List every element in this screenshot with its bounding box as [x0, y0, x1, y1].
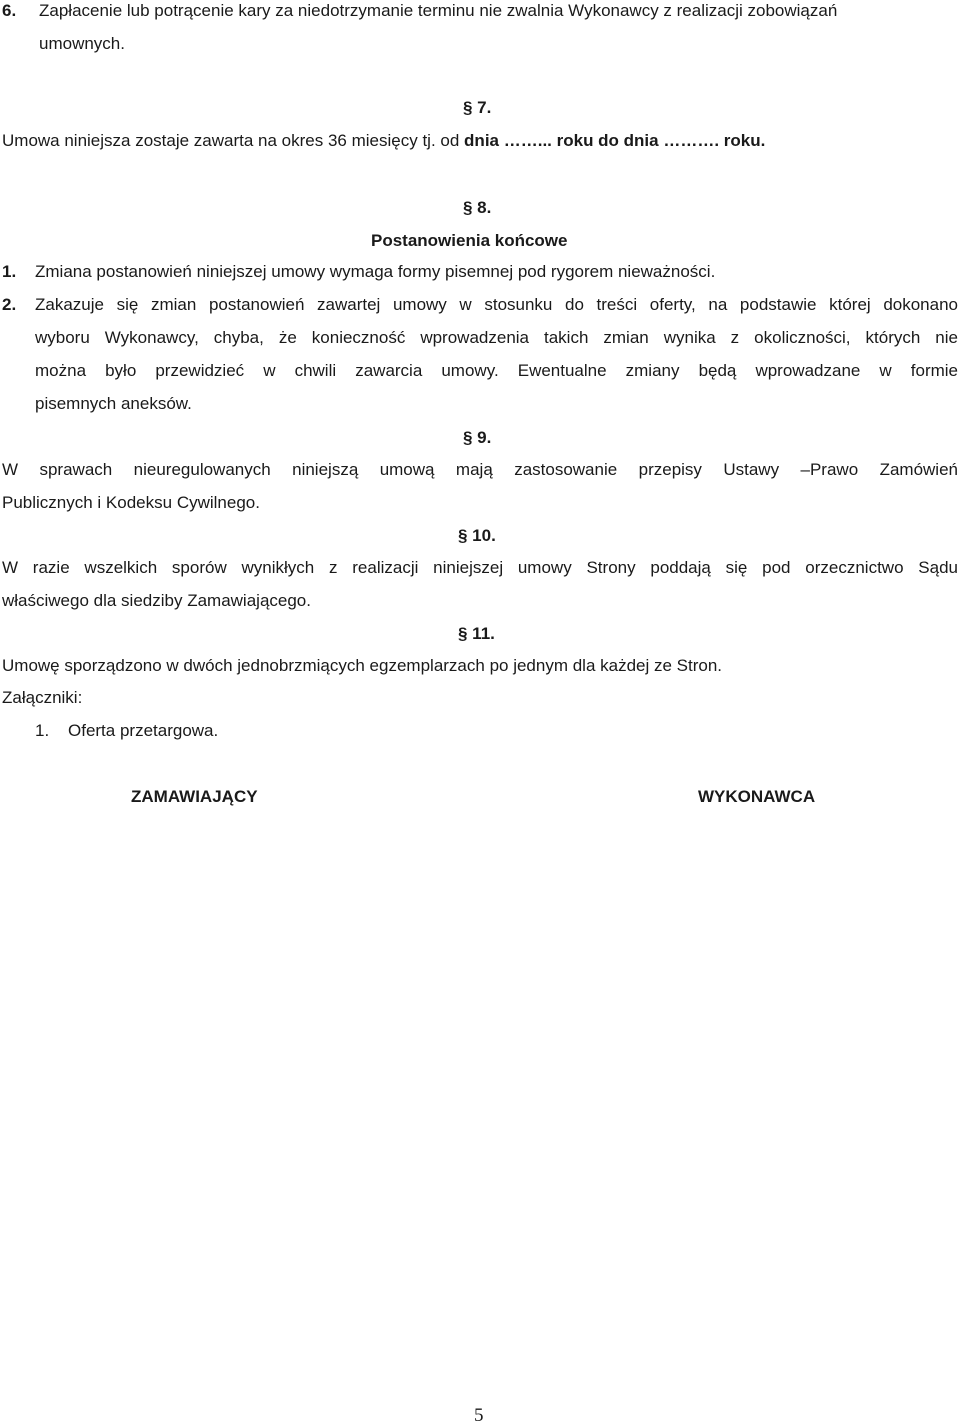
- signature-wykonawca: WYKONAWCA: [698, 787, 816, 806]
- section7-heading: § 7.: [463, 98, 492, 117]
- section8-item2-line1: Zakazuje się zmian postanowień zawartej umowy w stosunku do treści oferty, na podstawie której dokonano: [35, 295, 958, 314]
- section8-item2-line4: pisemnych aneksów.: [35, 394, 192, 413]
- attachments-label: Załączniki:: [2, 688, 83, 707]
- page-number: 5: [474, 1405, 484, 1426]
- section9-heading: § 9.: [463, 428, 492, 447]
- section7-text-start: Umowa niniejsza zostaje zawarta na okres 36 miesięcy tj. od: [2, 131, 465, 150]
- section10-heading: § 10.: [458, 526, 496, 545]
- section10-line1: W razie wszelkich sporów wynikłych z realizacji niniejszej umowy Strony poddają się pod orzecznictwo Sądu: [2, 558, 958, 577]
- section11-text: Umowę sporządzono w dwóch jednobrzmiących egzemplarzach po jednym dla każdej ze Stron.: [2, 656, 723, 675]
- attachment1-text: Oferta przetargowa.: [68, 721, 219, 740]
- item6-text-line2: umownych.: [39, 34, 125, 53]
- section8-item2-line3: można było przewidzieć w chwili zawarcia umowy. Ewentualne zmiany będą wprowadzane w formie: [35, 361, 958, 380]
- section9-line2: Publicznych i Kodeksu Cywilnego.: [2, 493, 260, 512]
- section8-title: Postanowienia końcowe: [371, 231, 568, 250]
- section8-heading: § 8.: [463, 198, 492, 217]
- item6-text-line1: Zapłacenie lub potrącenie kary za niedotrzymanie terminu nie zwalnia Wykonawcy z realizacji zobowiązań: [39, 1, 838, 20]
- section7-text: [2, 132, 765, 149]
- item6-number: 6.: [2, 1, 17, 20]
- attachment1-number: 1.: [35, 721, 50, 740]
- section8-item2-line2: wyboru Wykonawcy, chyba, że konieczność wprowadzenia takich zmian wynika z okoliczności, których nie: [35, 328, 958, 347]
- section8-item1-number: 1.: [2, 262, 17, 281]
- signature-zamawiajacy: ZAMAWIAJĄCY: [131, 787, 258, 806]
- section8-item1-text: Zmiana postanowień niniejszej umowy wymaga formy pisemnej pod rygorem nieważności.: [35, 262, 716, 281]
- section8-item2-number: 2.: [2, 295, 17, 314]
- section7-text-dates: dnia ……... roku do dnia ………. roku.: [464, 131, 766, 150]
- section10-line2: właściwego dla siedziby Zamawiającego.: [2, 591, 311, 610]
- section9-line1: W sprawach nieuregulowanych niniejszą umową mają zastosowanie przepisy Ustawy –Prawo Zamówień: [2, 460, 958, 479]
- section11-heading: § 11.: [458, 624, 495, 643]
